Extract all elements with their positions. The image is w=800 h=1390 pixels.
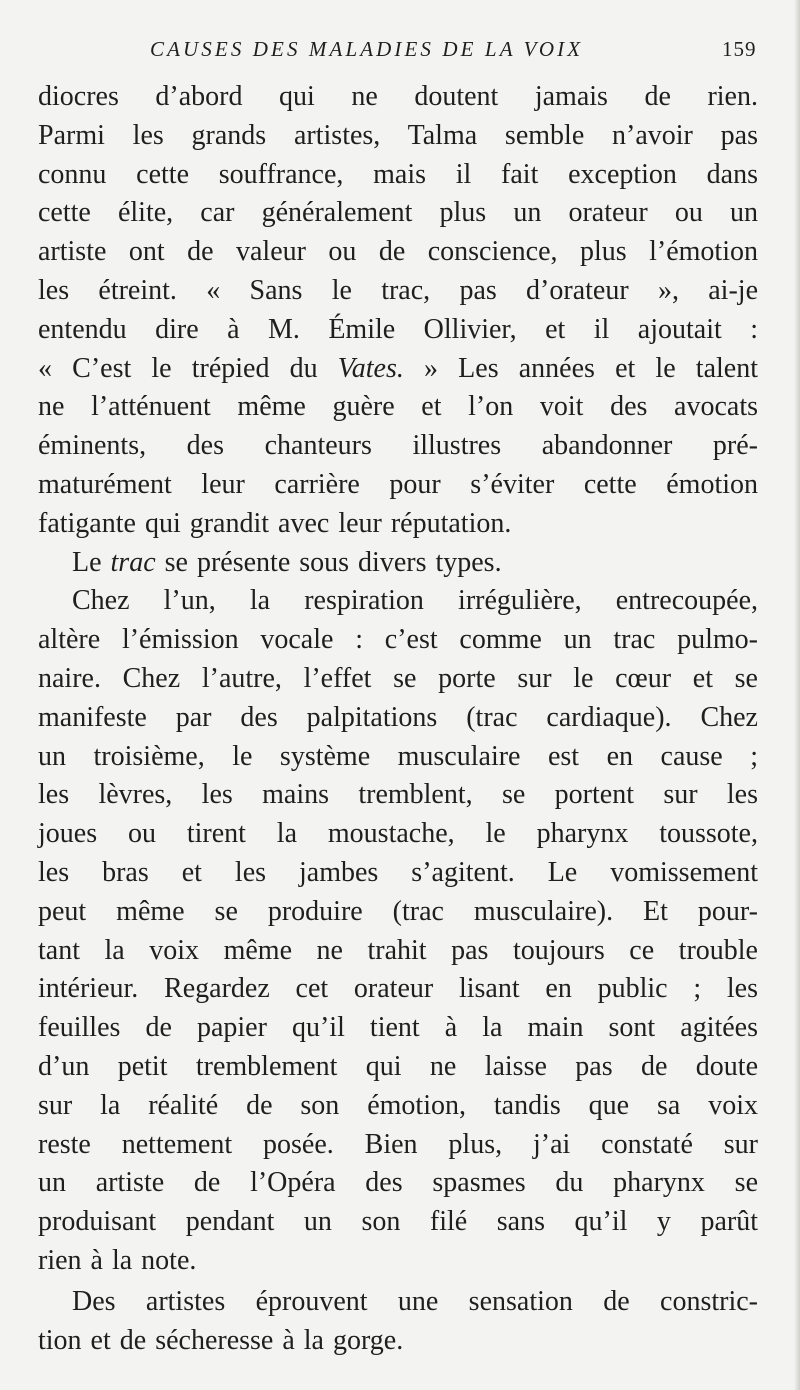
text-line: Des artistes éprouvent une sensation de constric- [72, 1285, 758, 1317]
text-line: les lèvres, les mains tremblent, se portent sur les [38, 779, 758, 811]
text-line: sur la réalité de son émotion, tandis que sa voix [38, 1089, 758, 1121]
text-line: éminents, des chanteurs illustres abandonner pré- [38, 430, 758, 462]
text-line: altère l’émission vocale : c’est comme un trac pulmo- [38, 624, 758, 656]
text-run: Le [72, 546, 111, 578]
text-line: rien à la note. [38, 1244, 197, 1276]
text-line: intérieur. Regardez cet orateur lisant en public ; les [38, 973, 758, 1005]
text-run: se présente sous divers types. [155, 546, 502, 578]
text-run: « C’est le trépied du [38, 352, 338, 384]
text-line: cette élite, car généralement plus un orateur ou un [38, 197, 758, 229]
text-line: naire. Chez l’autre, l’effet se porte sur le cœur et se [38, 662, 758, 694]
text-line: un artiste de l’Opéra des spasmes du pharynx se [38, 1167, 758, 1199]
text-line: entendu dire à M. Émile Ollivier, et il ajoutait : [38, 313, 758, 345]
text-line: Parmi les grands artistes, Talma semble n’avoir pas [38, 119, 758, 151]
text-line: les étreint. « Sans le trac, pas d’orateur », ai-je [38, 274, 758, 306]
body-text [38, 78, 758, 1360]
text-line: joues ou tirent la moustache, le pharynx toussote, [38, 818, 758, 850]
text-line: produisant pendant un son filé sans qu’il y parût [38, 1206, 758, 1238]
text-line: feuilles de papier qu’il tient à la main sont agitées [38, 1012, 758, 1044]
page-number: 159 [722, 37, 757, 61]
text-line: peut même se produire (trac musculaire). Et pour- [38, 895, 758, 927]
text-line: artiste ont de valeur ou de conscience, plus l’émotion [38, 236, 758, 268]
text-line: d’un petit tremblement qui ne laisse pas de doute [38, 1050, 758, 1082]
text-line: connu cette souffrance, mais il fait exception dans [38, 158, 758, 190]
text-line: Chez l’un, la respiration irrégulière, entrecoupée, [72, 585, 758, 617]
italic-word-trac: trac [110, 546, 156, 578]
page-edge-shadow [794, 0, 800, 1390]
text-line: un troisième, le système musculaire est en cause ; [38, 740, 758, 772]
text-line [38, 350, 758, 389]
text-line: tion et de sécheresse à la gorge. [38, 1324, 404, 1356]
text-line: diocres d’abord qui ne doutent jamais de rien. [38, 81, 758, 112]
text-line: maturément leur carrière pour s’éviter cette émotion [38, 468, 758, 500]
text-line: les bras et les jambes s’agitent. Le vomissement [38, 856, 758, 888]
text-line [38, 544, 758, 583]
text-line: manifeste par des palpitations (trac cardiaque). Chez [38, 701, 758, 733]
text-line: fatigante qui grandit avec leur réputation. [38, 507, 512, 539]
text-line: reste nettement posée. Bien plus, j’ai constaté sur [38, 1128, 758, 1160]
text-run: » Les années et le talent [403, 352, 758, 384]
running-head: CAUSES DES MALADIES DE LA VOIX [150, 37, 584, 61]
text-line: tant la voix même ne trahit pas toujours ce trouble [38, 934, 758, 966]
italic-word-vates: Vates. [337, 352, 404, 384]
text-line: ne l’atténuent même guère et l’on voit des avocats [38, 391, 758, 423]
